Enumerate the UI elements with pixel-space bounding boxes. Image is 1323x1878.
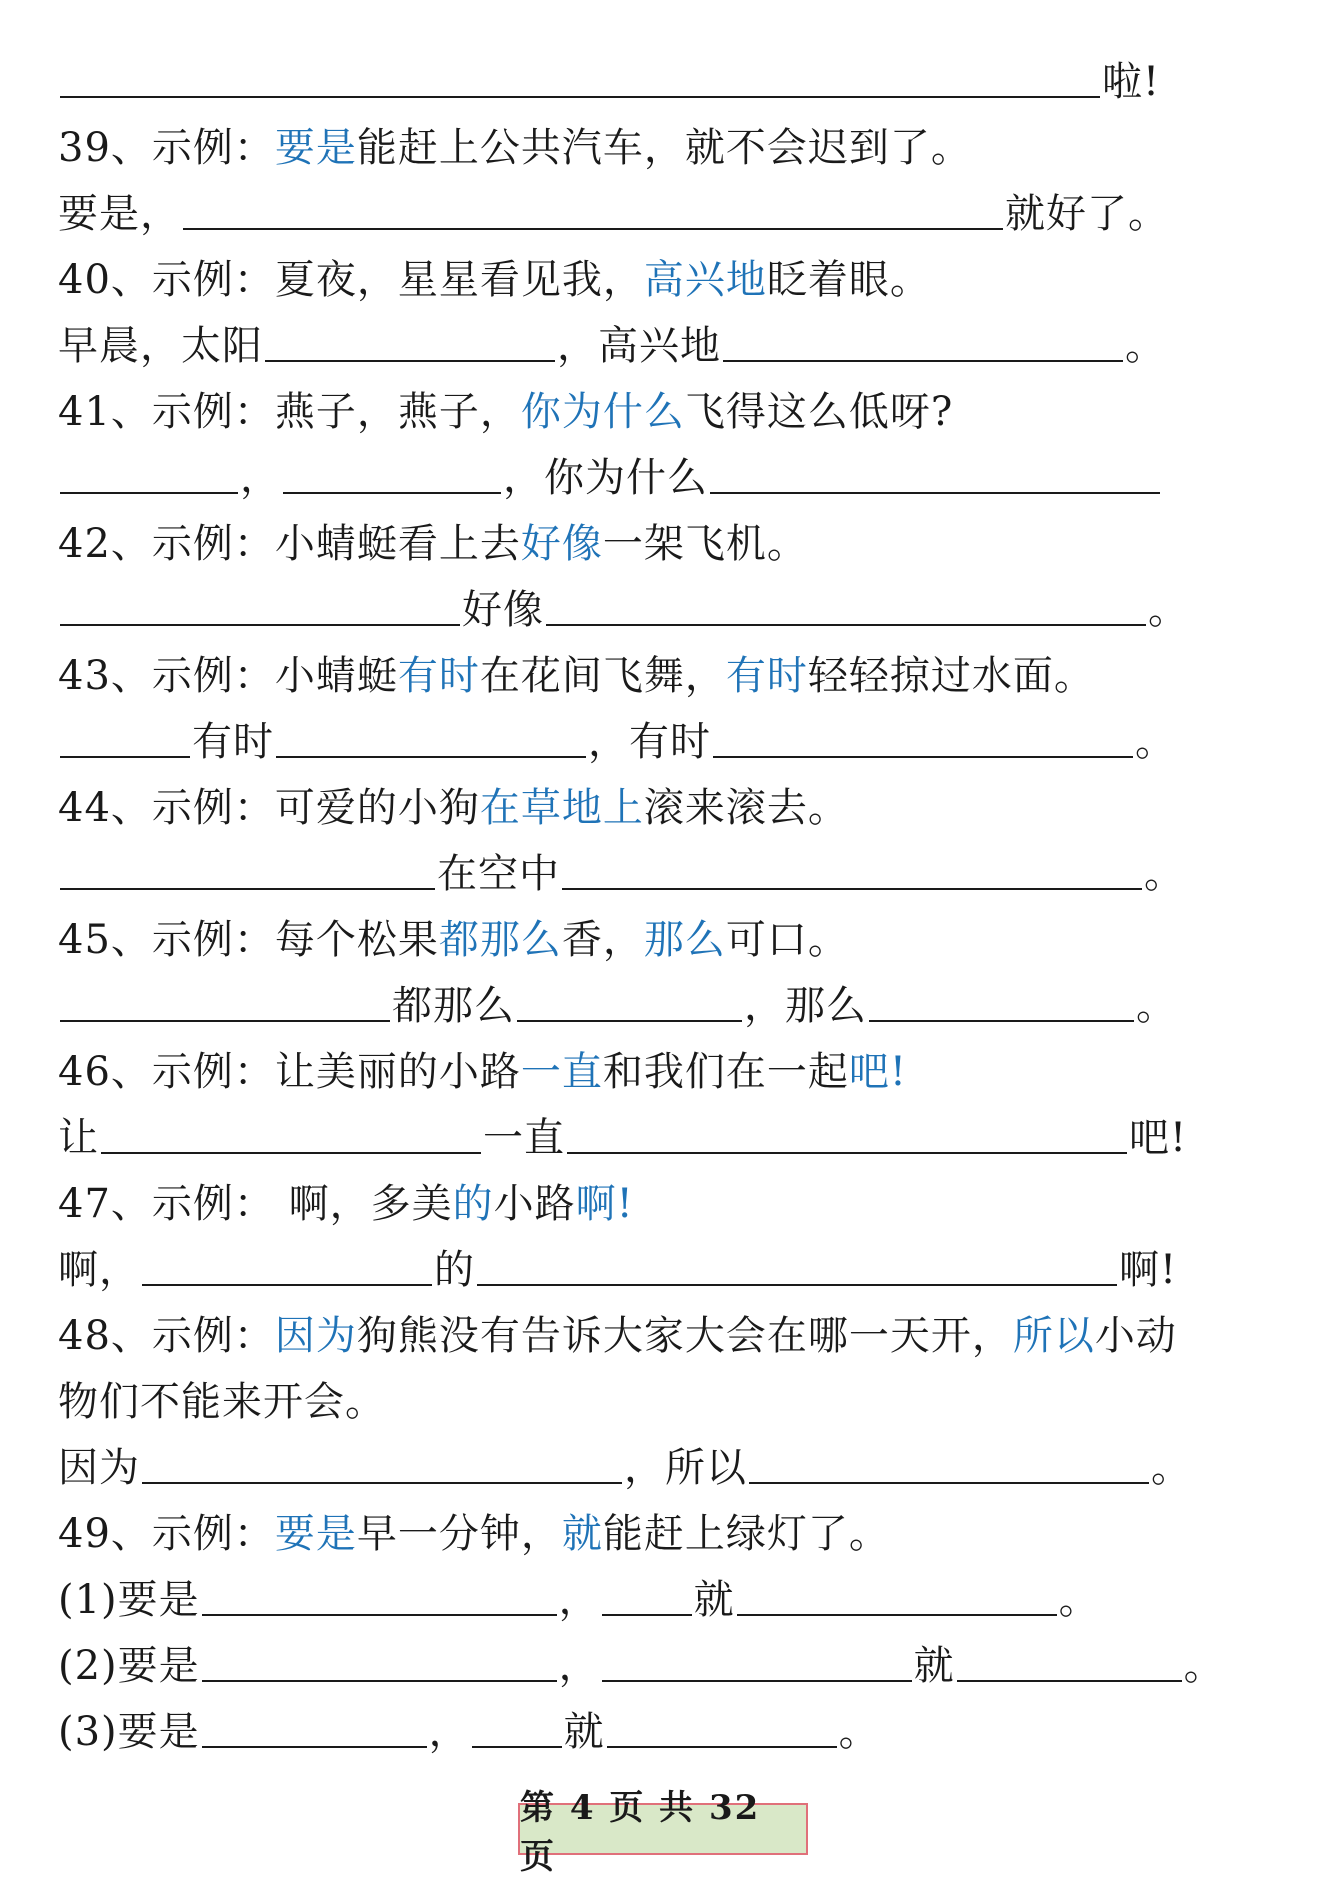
answer-blank[interactable] <box>60 96 1100 98</box>
worksheet-line <box>58 1554 1100 1623</box>
sentence-text: ，你为什么 <box>503 455 708 501</box>
worksheet-line <box>58 498 808 567</box>
answer-blank[interactable] <box>202 1746 427 1748</box>
answer-blank[interactable] <box>60 1020 390 1022</box>
worksheet-line <box>58 630 1095 699</box>
answer-blank[interactable] <box>60 756 190 758</box>
answer-blank[interactable] <box>276 756 586 758</box>
answer-blank[interactable] <box>283 492 501 494</box>
highlighted-keyword: 的 <box>452 1181 494 1227</box>
sentence-text: 早一分钟， <box>356 1511 562 1557</box>
sentence-text: ， <box>240 455 281 501</box>
worksheet-line <box>58 102 972 171</box>
answer-blank[interactable] <box>472 1746 562 1748</box>
sentence-text: 让 <box>58 1115 99 1161</box>
sentence-text: 能赶上绿灯了。 <box>602 1511 890 1557</box>
highlighted-keyword: 都那么 <box>438 917 562 963</box>
answer-blank[interactable] <box>202 1680 557 1682</box>
worksheet-line <box>58 894 849 963</box>
highlighted-keyword: 要是 <box>274 125 357 171</box>
sentence-text: 香， <box>561 917 644 963</box>
sentence-text: 。 <box>1144 851 1185 897</box>
answer-blank[interactable] <box>562 888 1142 890</box>
sentence-text: 39、示例： <box>58 125 275 171</box>
answer-blank[interactable] <box>546 624 1146 626</box>
worksheet-line <box>58 1488 890 1557</box>
highlighted-keyword: 吧! <box>848 1049 907 1095</box>
worksheet-line <box>58 762 849 831</box>
worksheet-line <box>58 1290 1177 1359</box>
worksheet-line <box>58 234 931 303</box>
sentence-text: 在空中 <box>437 851 560 897</box>
highlighted-keyword: 一直 <box>520 1049 603 1095</box>
sentence-text: 飞得这么低呀? <box>684 389 954 435</box>
sentence-text: ， <box>558 1577 600 1623</box>
sentence-text: (3)要是 <box>58 1709 200 1755</box>
sentence-text: 44、示例：可爱的小狗 <box>58 785 480 831</box>
worksheet-line <box>58 1224 1178 1293</box>
worksheet-line <box>58 828 1185 897</box>
highlighted-keyword: 啊! <box>575 1181 634 1227</box>
sentence-text: 能赶上公共汽车，就不会迟到了。 <box>356 125 972 171</box>
sentence-text: 一架飞机。 <box>602 521 808 567</box>
worksheet-line <box>58 1356 386 1425</box>
answer-blank[interactable] <box>567 1152 1127 1154</box>
highlighted-keyword: 因为 <box>274 1313 357 1359</box>
sentence-text: 46、示例：让美丽的小路 <box>58 1049 521 1095</box>
answer-blank[interactable] <box>602 1614 692 1616</box>
page-number-label: 第 4 页 共 32 页 <box>520 1788 761 1877</box>
sentence-text: 物们不能来开会。 <box>58 1379 386 1425</box>
answer-blank[interactable] <box>713 756 1133 758</box>
worksheet-line <box>58 1092 1188 1161</box>
highlighted-keyword: 就 <box>561 1511 603 1557</box>
worksheet-line <box>58 366 954 435</box>
page-number-footer <box>518 1788 808 1877</box>
sentence-text: (1)要是 <box>58 1577 200 1623</box>
sentence-text: 好像 <box>462 587 544 633</box>
sentence-text: 都那么 <box>392 983 515 1029</box>
highlighted-keyword: 那么 <box>643 917 726 963</box>
sentence-text: 。 <box>1183 1643 1225 1689</box>
sentence-text: 43、示例：小蜻蜓 <box>58 653 398 699</box>
sentence-text: 。 <box>1148 587 1189 633</box>
sentence-text: ，有时 <box>588 719 711 765</box>
sentence-text: 因为 <box>58 1445 140 1491</box>
sentence-text: 41、示例：燕子，燕子， <box>58 389 521 435</box>
sentence-text: 在花间飞舞， <box>479 653 726 699</box>
worksheet-line <box>58 432 1162 501</box>
sentence-text: 。 <box>1151 1445 1192 1491</box>
worksheet-line <box>58 168 1169 237</box>
answer-blank[interactable] <box>723 360 1123 362</box>
highlighted-keyword: 好像 <box>520 521 603 567</box>
highlighted-keyword: 高兴地 <box>643 257 767 303</box>
sentence-text: 啊， <box>58 1247 140 1293</box>
sentence-text: 有时 <box>192 719 274 765</box>
sentence-text: 就 <box>693 1577 735 1623</box>
sentence-text: 一直 <box>483 1115 565 1161</box>
sentence-text: 和我们在一起 <box>602 1049 849 1095</box>
sentence-text: 的 <box>434 1247 475 1293</box>
sentence-text: 就好了。 <box>1005 191 1169 237</box>
worksheet-line <box>58 696 1176 765</box>
worksheet-line <box>58 564 1189 633</box>
answer-blank[interactable] <box>60 624 460 626</box>
sentence-text: 就 <box>563 1709 605 1755</box>
sentence-text: 要是， <box>58 191 181 237</box>
answer-blank[interactable] <box>477 1284 1117 1286</box>
worksheet-line <box>58 1686 880 1755</box>
answer-blank[interactable] <box>517 1020 742 1022</box>
answer-blank[interactable] <box>602 1680 912 1682</box>
sentence-text: 42、示例：小蜻蜓看上去 <box>58 521 521 567</box>
sentence-text: 早晨，太阳 <box>58 323 263 369</box>
sentence-text: ， <box>428 1709 470 1755</box>
answer-blank[interactable] <box>737 1614 1057 1616</box>
sentence-text: ，高兴地 <box>557 323 721 369</box>
answer-blank[interactable] <box>60 492 238 494</box>
highlighted-keyword: 有时 <box>397 653 480 699</box>
sentence-text: 可口。 <box>725 917 849 963</box>
worksheet-line <box>58 36 1161 105</box>
sentence-text: 狗熊没有告诉大家大会在哪一天开， <box>356 1313 1013 1359</box>
sentence-text: 眨着眼。 <box>766 257 931 303</box>
answer-blank[interactable] <box>265 360 555 362</box>
answer-blank[interactable] <box>607 1746 837 1748</box>
answer-blank[interactable] <box>202 1614 557 1616</box>
sentence-text: 。 <box>838 1709 880 1755</box>
sentence-text: 40、示例：夏夜，星星看见我， <box>58 257 644 303</box>
sentence-text: 吧! <box>1129 1115 1188 1161</box>
sentence-text: ， <box>558 1643 600 1689</box>
sentence-text: 。 <box>1058 1577 1100 1623</box>
sentence-text: 48、示例： <box>58 1313 275 1359</box>
answer-blank[interactable] <box>710 492 1160 494</box>
sentence-text: 小路 <box>493 1181 576 1227</box>
sentence-text: 小动 <box>1094 1313 1177 1359</box>
highlighted-keyword: 在草地上 <box>479 785 644 831</box>
worksheet-line <box>58 1422 1192 1491</box>
worksheet-line <box>58 1158 634 1227</box>
sentence-text: 49、示例： <box>58 1511 275 1557</box>
answer-blank[interactable] <box>60 888 435 890</box>
sentence-text: 轻轻掠过水面。 <box>807 653 1095 699</box>
sentence-text: ，那么 <box>744 983 867 1029</box>
highlighted-keyword: 所以 <box>1012 1313 1095 1359</box>
answer-blank[interactable] <box>183 228 1003 230</box>
worksheet-line <box>58 960 1177 1029</box>
sentence-text: (2)要是 <box>58 1643 200 1689</box>
answer-blank[interactable] <box>142 1482 622 1484</box>
sentence-text: 45、示例：每个松果 <box>58 917 439 963</box>
highlighted-keyword: 有时 <box>725 653 808 699</box>
sentence-text: 啊! <box>1119 1247 1178 1293</box>
worksheet-line <box>58 300 1166 369</box>
sentence-text: 47、示例： 啊，多美 <box>58 1181 453 1227</box>
answer-blank[interactable] <box>101 1152 481 1154</box>
highlighted-keyword: 要是 <box>274 1511 357 1557</box>
answer-blank[interactable] <box>957 1680 1182 1682</box>
highlighted-keyword: 你为什么 <box>520 389 685 435</box>
sentence-text: 啦! <box>1102 59 1161 105</box>
sentence-text: 。 <box>1136 983 1177 1029</box>
worksheet-line <box>58 1026 907 1095</box>
answer-blank[interactable] <box>749 1482 1149 1484</box>
answer-blank[interactable] <box>869 1020 1134 1022</box>
sentence-text: 就 <box>913 1643 955 1689</box>
sentence-text: ，所以 <box>624 1445 747 1491</box>
sentence-text: 。 <box>1125 323 1166 369</box>
sentence-text: 。 <box>1135 719 1176 765</box>
answer-blank[interactable] <box>142 1284 432 1286</box>
sentence-text: 滚来滚去。 <box>643 785 849 831</box>
worksheet-line <box>58 1620 1225 1689</box>
